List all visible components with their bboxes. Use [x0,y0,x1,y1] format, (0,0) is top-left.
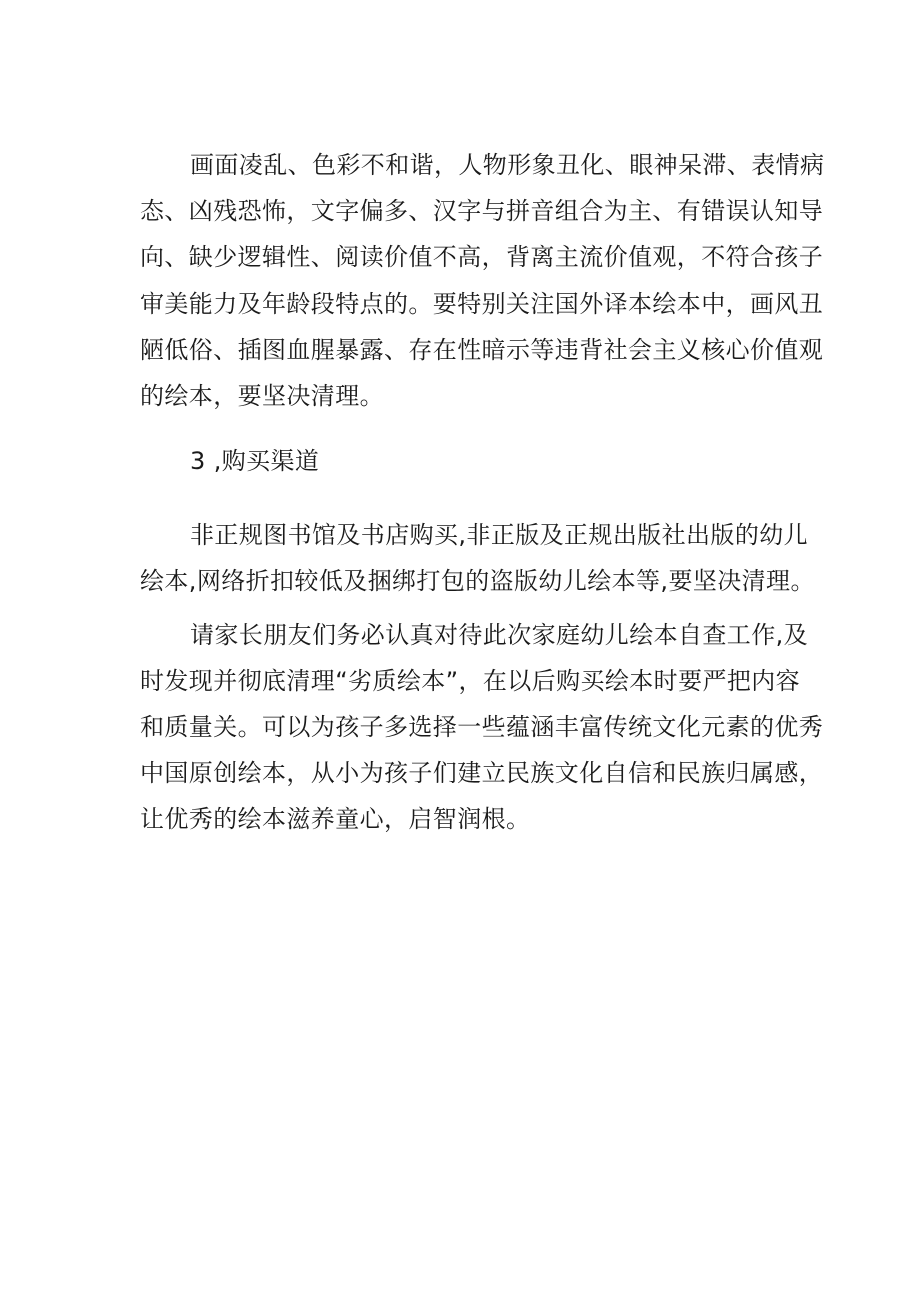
paragraph-1-line: 态、凶残恐怖，文字偏多、汉字与拼音组合为主、有错误认知导 [140,197,824,225]
paragraph-3-line: 请家长朋友们务必认真对待此次家庭幼儿绘本自查工作,及 [190,621,809,649]
section-heading: 3 ,购买渠道 [190,447,320,475]
paragraph-1-line: 陋低俗、插图血腥暴露、存在性暗示等违背社会主义核心价值观 [140,336,824,364]
paragraph-1-line: 的绘本，要坚决清理。 [140,382,384,410]
paragraph-3-line: 让优秀的绘本滋养童心，启智润根。 [140,805,531,833]
paragraph-3-line: 中国原创绘本，从小为孩子们建立民族文化自信和民族归属感， [140,759,824,787]
paragraph-1-line: 向、缺少逻辑性、阅读价值不高，背离主流价值观，不符合孩子 [140,243,824,271]
paragraph-2-line: 绘本,网络折扣较低及捆绑打包的盗版幼儿绘本等,要坚决清理。 [140,567,815,595]
paragraph-2-line: 非正规图书馆及书店购买,非正版及正规出版社出版的幼儿 [190,521,809,549]
paragraph-3-line: 和质量关。可以为孩子多选择一些蕴涵丰富传统文化元素的优秀 [140,713,824,741]
paragraph-1-line: 审美能力及年龄段特点的。要特别关注国外译本绘本中，画风丑 [140,290,824,318]
paragraph-3-line: 时发现并彻底清理“劣质绘本”，在以后购买绘本时要严把内容 [140,667,801,695]
paragraph-1-line: 画面凌乱、色彩不和谐，人物形象丑化、眼神呆滞、表情病 [190,151,825,179]
